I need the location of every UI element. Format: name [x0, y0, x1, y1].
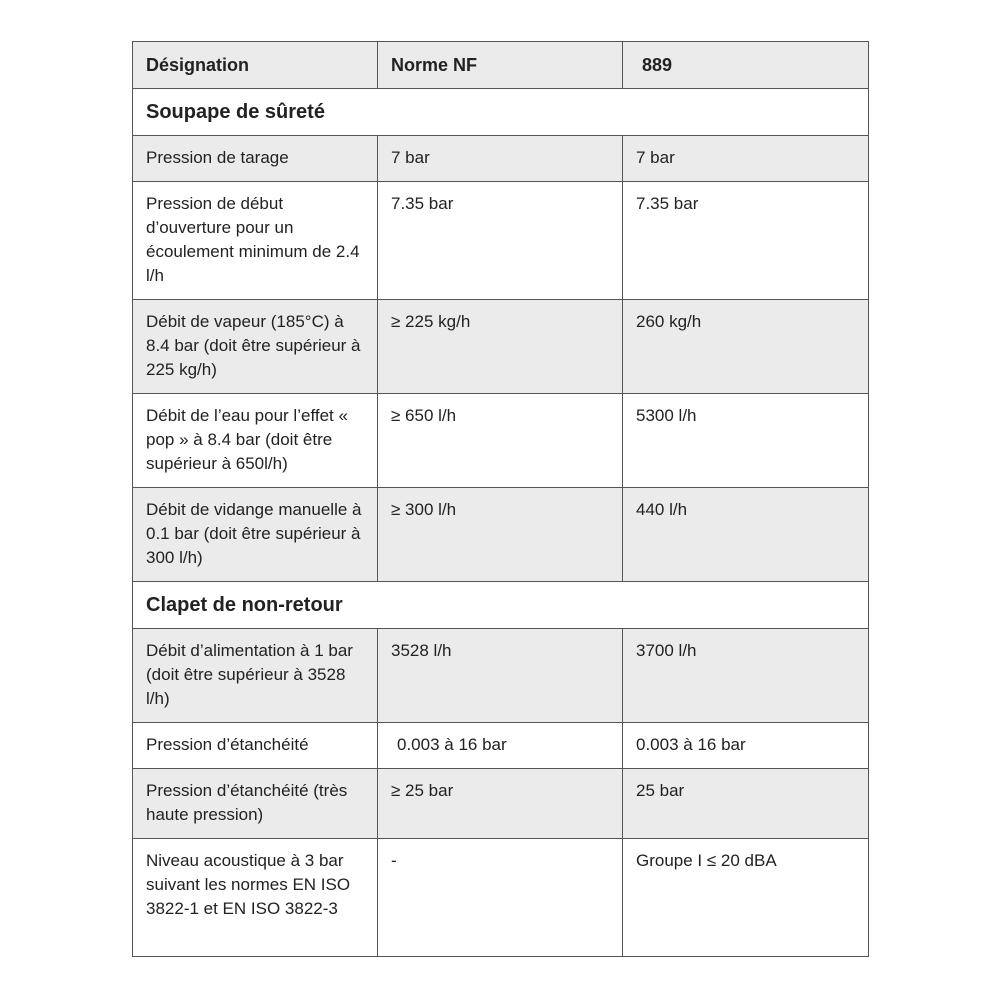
- section-title: Soupape de sûreté: [133, 89, 869, 136]
- cell-norme: ≥ 300 l/h: [378, 488, 623, 582]
- cell-designation: Pression de tarage: [133, 136, 378, 182]
- cell-designation: Débit de vapeur (185°C) à 8.4 bar (doit être supérieur à 225 kg/h): [133, 300, 378, 394]
- cell-value: 5300 l/h: [623, 394, 869, 488]
- header-norme-nf: Norme NF: [378, 42, 623, 89]
- cell-designation: Pression d’étanchéité: [133, 723, 378, 769]
- section-row-clapet: [133, 582, 869, 629]
- cell-designation: Pression de début d’ouverture pour un écoulement minimum de 2.4 l/h: [133, 182, 378, 300]
- cell-value: 3700 l/h: [623, 629, 869, 723]
- table-row: [133, 394, 869, 488]
- cell-designation: Débit de l’eau pour l’effet « pop » à 8.4 bar (doit être supérieur à 650l/h): [133, 394, 378, 488]
- section-row-soupape: [133, 89, 869, 136]
- cell-norme: 7.35 bar: [378, 182, 623, 300]
- table-row: [133, 300, 869, 394]
- cell-designation: Niveau acoustique à 3 bar suivant les normes EN ISO 3822-1 et EN ISO 3822-3: [133, 839, 378, 957]
- cell-value: 260 kg/h: [623, 300, 869, 394]
- specification-table: [132, 41, 869, 957]
- cell-norme: 0.003 à 16 bar: [378, 723, 623, 769]
- table-row: [133, 136, 869, 182]
- section-title: Clapet de non-retour: [133, 582, 869, 629]
- cell-value: 7 bar: [623, 136, 869, 182]
- table-row: [133, 839, 869, 957]
- header-889: 889: [623, 42, 869, 89]
- cell-norme: ≥ 650 l/h: [378, 394, 623, 488]
- table-row: [133, 629, 869, 723]
- table-row: [133, 488, 869, 582]
- cell-norme: -: [378, 839, 623, 957]
- table-row: [133, 723, 869, 769]
- cell-designation: Débit de vidange manuelle à 0.1 bar (doit être supérieur à 300 l/h): [133, 488, 378, 582]
- cell-norme: 3528 l/h: [378, 629, 623, 723]
- cell-norme: ≥ 25 bar: [378, 769, 623, 839]
- cell-value: Groupe I ≤ 20 dBA: [623, 839, 869, 957]
- table-row: [133, 769, 869, 839]
- cell-designation: Débit d’alimentation à 1 bar (doit être supérieur à 3528 l/h): [133, 629, 378, 723]
- cell-value: 440 l/h: [623, 488, 869, 582]
- cell-value: 0.003 à 16 bar: [623, 723, 869, 769]
- cell-value: 7.35 bar: [623, 182, 869, 300]
- cell-designation: Pression d’étanchéité (très haute pression): [133, 769, 378, 839]
- cell-norme: ≥ 225 kg/h: [378, 300, 623, 394]
- cell-value: 25 bar: [623, 769, 869, 839]
- header-row: [133, 42, 869, 89]
- cell-norme: 7 bar: [378, 136, 623, 182]
- table-row: [133, 182, 869, 300]
- header-designation: Désignation: [133, 42, 378, 89]
